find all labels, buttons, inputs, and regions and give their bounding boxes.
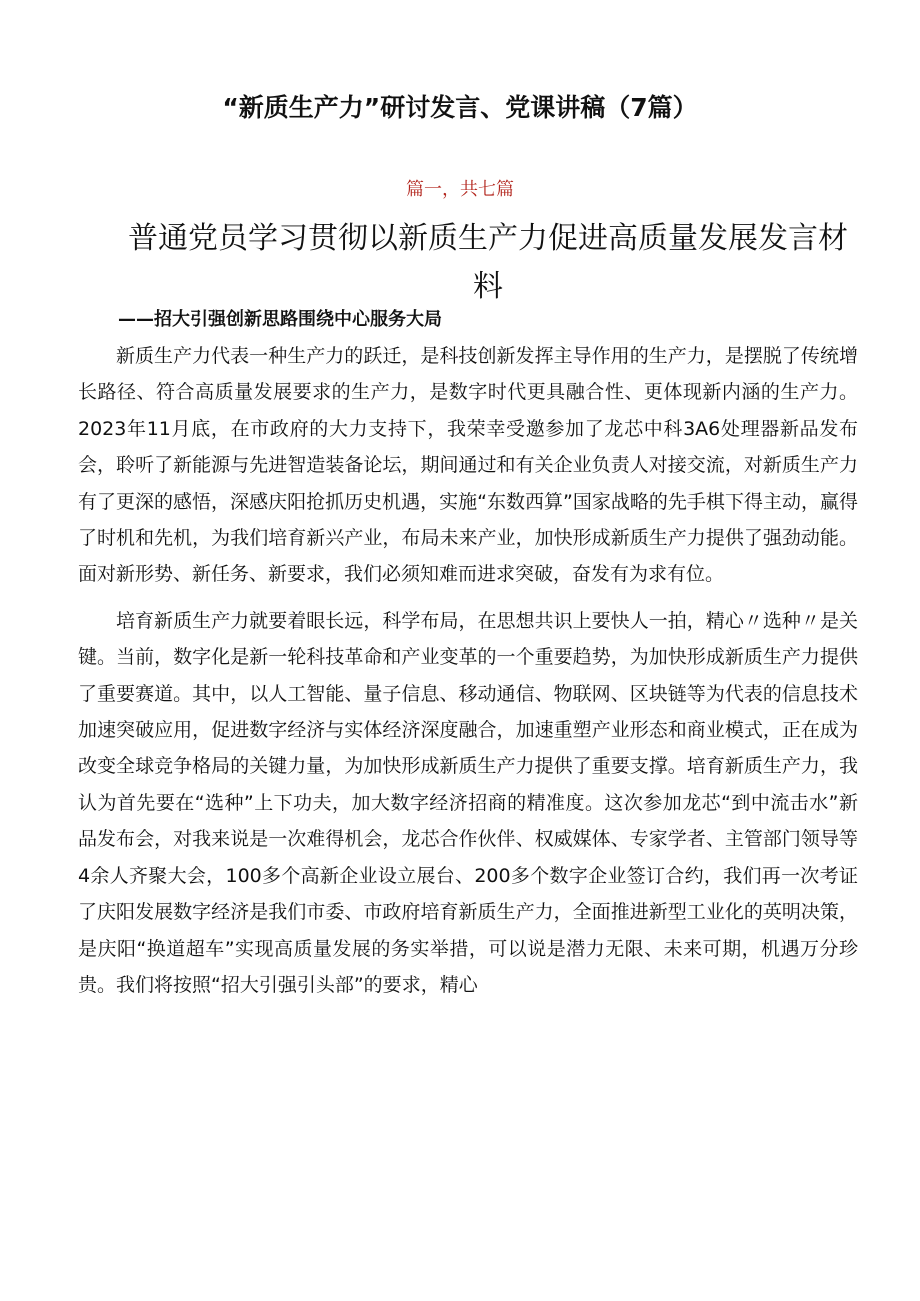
article-subheading: ——招大引强创新思路围绕中心服务大局 bbox=[118, 309, 442, 330]
section-label: 篇一，共七篇 bbox=[406, 179, 514, 200]
document-title: “新质生产力”研讨发言、党课讲稿（7篇） bbox=[222, 93, 698, 122]
article-heading: 普通党员学习贯彻以新质生产力促进高质量发展发言材料 bbox=[128, 221, 848, 304]
body-paragraph: 新质生产力代表一种生产力的跃迁，是科技创新发挥主导作用的生产力，是摆脱了传统增长路径、符合高质量发展要求的生产力，是数字时代更具融合性、更体现新内涵的生产力。2023年11月底，在市政府的大力支持下，我荣幸受邀参加了龙芯中科3A6处理器新品发布会，聆听了新能源与先进智造装备论坛，期间通过和有关企业负责人对接交流，对新质生产力有了更深的感悟，深感庆阳抢抓历史机遇，实施“东数西算”国家战略的先手棋下得主动，赢得了时机和先机，为我们培育新兴产业，布局未来产业，加快形成新质生产力提供了强劲动能。面对新形势、新任务、新要求，我们必须知难而进求突破，奋发有为求有位。 bbox=[78, 345, 858, 586]
article-body bbox=[78, 338, 858, 1003]
body-paragraph: 培育新质生产力就要着眼长远，科学布局，在思想共识上要快人一拍，精心〃选种〃是关键。当前，数字化是新一轮科技革命和产业变革的一个重要趋势，为加快形成新质生产力提供了重要赛道。其中，以人工智能、量子信息、移动通信、物联网、区块链等为代表的信息技术加速突破应用，促进数字经济与实体经济深度融合，加速重塑产业形态和商业模式，正在成为改变全球竞争格局的关键力量，为加快形成新质生产力提供了重要支撑。培育新质生产力，我认为首先要在“选种”上下功夫，加大数字经济招商的精准度。这次参加龙芯“到中流击水”新品发布会，对我来说是一次难得机会，龙芯合作伙伴、权威媒体、专家学者、主管部门领导等4余人齐聚大会，100多个高新企业设立展台、200多个数字企业签订合约，我们再一次考证了庆阳发展数字经济是我们市委、市政府培育新质生产力，全面推进新型工业化的英明决策，是庆阳“换道超车”实现高质量发展的务实举措，可以说是潜力无限、未来可期，机遇万分珍贵。我们将按照“招大引强引头部”的要求，精心 bbox=[78, 609, 858, 996]
